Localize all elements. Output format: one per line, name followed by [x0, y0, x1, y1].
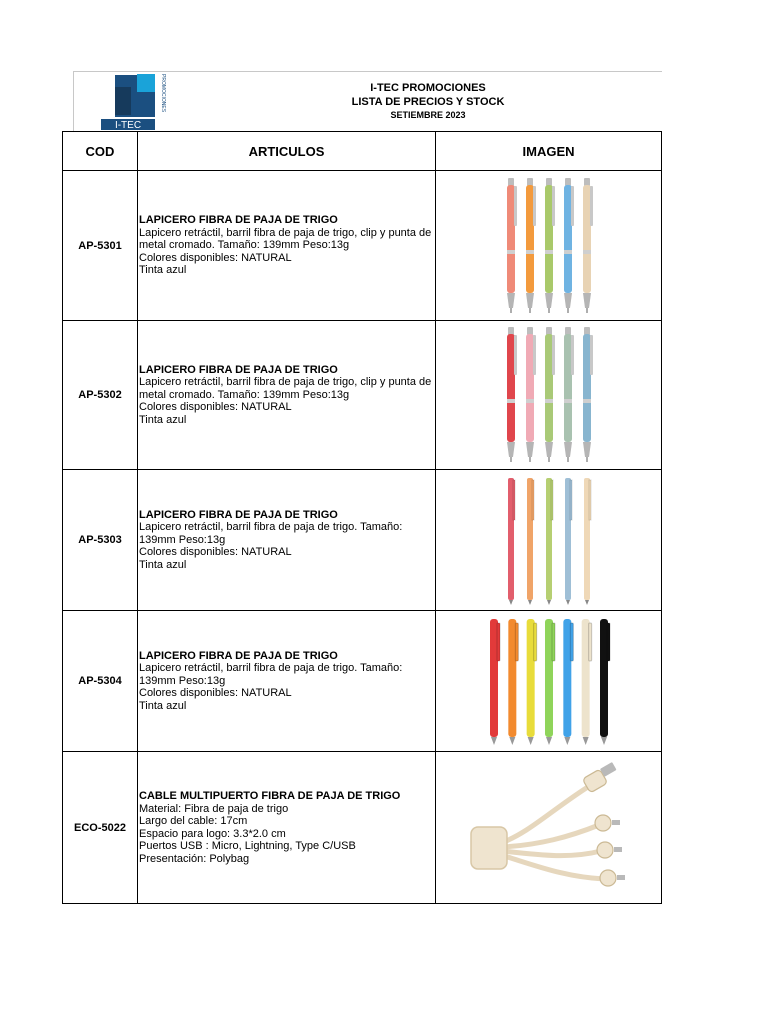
pen-icon [584, 478, 591, 605]
product-line: Colores disponibles: NATURAL [139, 251, 292, 264]
pen-icon [583, 327, 593, 462]
col-header-imagen: IMAGEN [436, 132, 662, 171]
col-header-articulos: ARTICULOS [138, 132, 436, 171]
product-description [138, 321, 436, 470]
product-line: Tinta azul [139, 264, 187, 277]
table-row [63, 611, 662, 752]
list-title: LISTA DE PRECIOS Y STOCK [351, 96, 505, 108]
itec-logo [101, 72, 165, 131]
product-line: Puertos USB : Micro, Lightning, Type C/USB [139, 840, 356, 852]
cable-image [459, 763, 639, 893]
product-image-cell [436, 321, 662, 470]
table-row [63, 321, 662, 470]
col-header-cod: COD [63, 132, 138, 171]
product-line: Tinta azul [139, 558, 187, 571]
product-title: LAPICERO FIBRA DE PAJA DE TRIGO [139, 214, 338, 227]
product-line: Tinta azul [139, 699, 187, 712]
product-line: Lapicero retráctil, barril fibra de paja de trigo. Tamaño: 139mm Peso:13g [139, 521, 403, 546]
product-description [138, 752, 436, 904]
header-left-border [73, 71, 74, 131]
company-title: I-TEC PROMOCIONES [370, 82, 486, 94]
header-titles [283, 81, 573, 121]
product-image-cell [436, 611, 662, 752]
pen-icon [583, 178, 593, 313]
product-title: LAPICERO FIBRA DE PAJA DE TRIGO [139, 508, 338, 521]
product-code: AP-5303 [63, 470, 138, 611]
product-line: Colores disponibles: NATURAL [139, 687, 292, 700]
product-title: LAPICERO FIBRA DE PAJA DE TRIGO [139, 363, 338, 376]
product-title: LAPICERO FIBRA DE PAJA DE TRIGO [139, 649, 338, 662]
product-image [489, 474, 609, 606]
pen-icon [490, 619, 500, 745]
product-image-cell [436, 171, 662, 321]
table-row [63, 470, 662, 611]
product-line: Colores disponibles: NATURAL [139, 546, 292, 559]
product-line: Espacio para logo: 3.3*2.0 cm [139, 827, 286, 840]
pen-icon [564, 178, 574, 313]
pen-icon [565, 478, 572, 605]
product-line: Largo del cable: 17cm [139, 815, 248, 827]
product-line: Material: Fibra de paja de trigo [139, 802, 289, 815]
pen-icon [545, 619, 555, 745]
pen-icon [508, 619, 518, 745]
pen-icon [545, 327, 555, 462]
pen-icon [581, 619, 591, 745]
pen-icon [600, 619, 610, 745]
product-image [489, 176, 609, 316]
pen-icon [546, 478, 553, 605]
pen-icon [507, 178, 517, 313]
product-description [138, 470, 436, 611]
price-table [62, 131, 662, 904]
product-line: Lapicero retráctil, barril fibra de paja de trigo, clip y punta de metal cromado. Tamaño: 139mm Peso:13g [139, 376, 432, 401]
pen-icon [526, 327, 536, 462]
product-code: AP-5301 [63, 171, 138, 321]
product-code: ECO-5022 [63, 752, 138, 904]
pen-icon [545, 178, 555, 313]
product-code: AP-5304 [63, 611, 138, 752]
product-line: Colores disponibles: NATURAL [139, 401, 292, 414]
product-image [484, 615, 614, 747]
product-line: Lapicero retráctil, barril fibra de paja de trigo, clip y punta de metal cromado. Tamaño: 139mm Peso:13g [139, 226, 432, 252]
product-code: AP-5302 [63, 321, 138, 470]
product-image-cell [436, 470, 662, 611]
product-line: Presentación: Polybag [139, 852, 250, 865]
product-image [489, 325, 609, 465]
pen-icon [526, 619, 536, 745]
pen-icon [527, 478, 534, 605]
product-line: Lapicero retráctil, barril fibra de paja de trigo. Tamaño: 139mm Peso:13g [139, 662, 403, 687]
product-description [138, 611, 436, 752]
table-row [63, 752, 662, 904]
pen-icon [563, 619, 573, 745]
date-title: SETIEMBRE 2023 [390, 110, 466, 120]
table-header-row [63, 132, 662, 171]
pen-icon [526, 178, 536, 313]
table-row [63, 171, 662, 321]
product-description [138, 171, 436, 321]
pen-icon [564, 327, 574, 462]
pen-icon [507, 327, 517, 462]
logo-side-text: PROMOCIONES [160, 74, 166, 113]
logo-text: I-TEC [114, 120, 142, 131]
product-line: Tinta azul [139, 413, 187, 426]
pen-icon [508, 478, 515, 605]
product-title: CABLE MULTIPUERTO FIBRA DE PAJA DE TRIGO [139, 790, 401, 802]
product-image-cell [436, 752, 662, 904]
document-header [73, 71, 662, 131]
